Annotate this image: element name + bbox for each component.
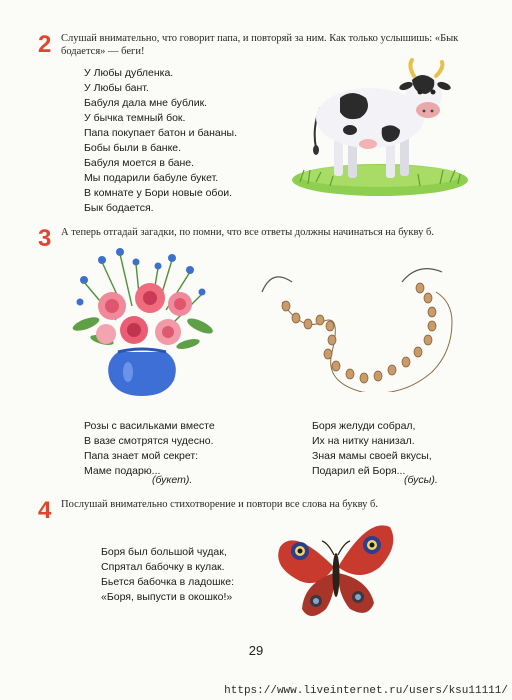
exercise-3-instruction: А теперь отгадай загадки, по помни, что все ответы должны начинаться на букву б. (61, 227, 434, 238)
poem-line: Боря был большой чудак, (101, 546, 227, 558)
riddle-line: Папа знает мой секрет: (84, 450, 199, 462)
exercise-2-phrases (84, 66, 237, 216)
riddle-line: Зная мамы своей вкусы, (312, 450, 432, 462)
phrase-line: У бычка темный бок. (84, 112, 186, 124)
phrase-line: Бабуля моется в бане. (84, 157, 195, 169)
page-number: 29 (248, 643, 264, 658)
poem-line: «Боря, выпусти в окошко!» (101, 591, 233, 603)
riddle-line: Маме подарю... (84, 465, 161, 477)
riddle-beads-answer: (бусы). (404, 474, 438, 486)
phrase-line: У Любы дубленка. (84, 67, 174, 79)
exercise-2-instruction: Слушай внимательно, что говорит папа, и повторяй за ним. Как только услышишь: «Бык бодается» — беги! (61, 33, 459, 57)
exercise-number-2: 2 (38, 31, 52, 58)
bouquet-illustration (62, 240, 222, 400)
riddle-bouquet-answer: (букет). (152, 474, 193, 486)
phrase-line: В комнате у Бори новые обои. (84, 187, 233, 199)
riddle-line: Розы с васильками вместе (84, 420, 215, 432)
watermark-url: https://www.liveinternet.ru/users/ksu11111/ (224, 685, 508, 697)
phrase-line: Мы подарили бабуле букет. (84, 172, 219, 184)
poem-line: Бьется бабочка в ладошке: (101, 576, 235, 588)
riddle-line: Боря желуди собрал, (312, 420, 416, 432)
phrase-line: Бобы были в банке. (84, 142, 182, 154)
phrase-line: Бык бодается. (84, 202, 154, 214)
acorn-beads-illustration (252, 262, 462, 392)
phrase-line: Папа покупает батон и бананы. (84, 127, 237, 139)
phrase-line: Бабуля дала мне бублик. (84, 97, 208, 109)
riddle-line: Подарил ей Боря... (312, 465, 406, 477)
exercise-number-4: 4 (38, 497, 52, 524)
riddle-bouquet (84, 419, 215, 479)
exercise-4-instruction: Послушай внимательно стихотворение и повтори все слова на букву б. (61, 499, 379, 510)
exercise-number-3: 3 (38, 225, 52, 252)
phrase-line: У Любы бант. (84, 82, 149, 94)
exercise-4-poem (101, 545, 234, 605)
poem-line: Спрятал бабочку в кулак. (101, 561, 225, 573)
riddle-beads (312, 419, 432, 479)
butterfly-illustration (276, 515, 396, 625)
cow-illustration (290, 58, 470, 198)
riddle-line: Их на нитку нанизал. (312, 435, 415, 447)
riddle-line: В вазе смотрятся чудесно. (84, 435, 214, 447)
